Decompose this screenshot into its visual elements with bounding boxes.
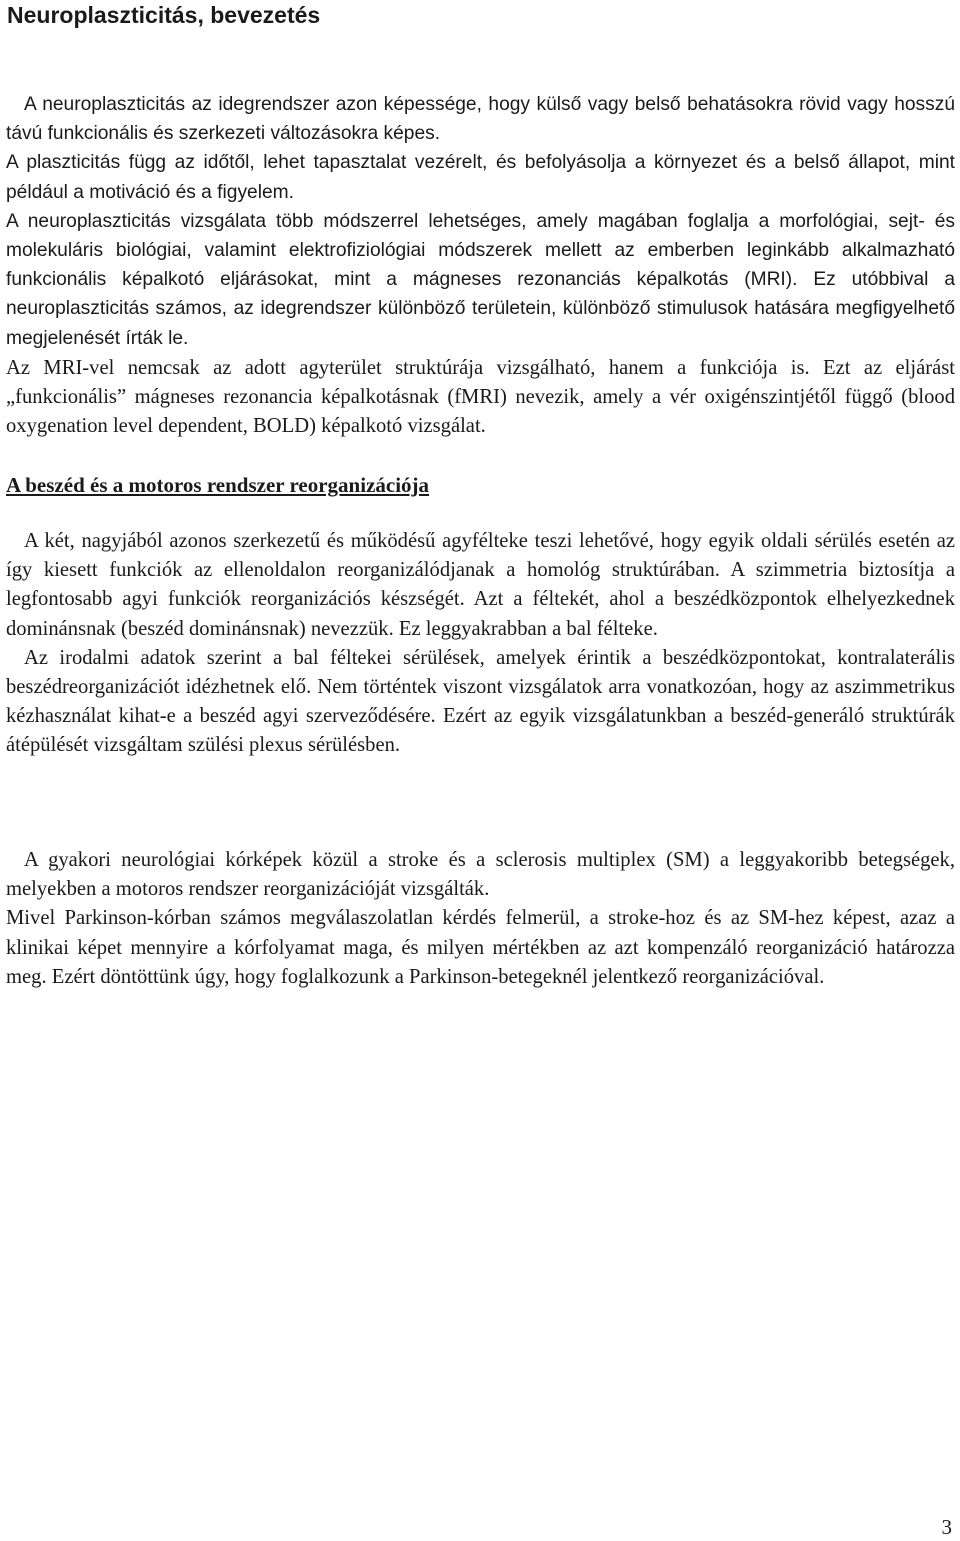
page-number: 3: [941, 1515, 952, 1539]
section-paragraph-literature: Az irodalmi adatok szerint a bal féltekei sérülések, amelyek érintik a beszédközpontokat, kontralaterális beszédreorganizációt idézhetnek elő. Nem történtek viszont vizsgálatok arra vonatkozóan, hogy az aszimmetrikus kézhasználat kihat-e a beszéd agyi szerveződésére. Ezért az egyik vizsgálatunkban a beszéd-generáló struktúrák átépülését vizsgáltam szülési plexus sérülésben.: [6, 646, 955, 757]
intro-paragraph-definition: A neuroplaszticitás az idegrendszer azon képessége, hogy külső vagy belső behatásokra rövid vagy hosszú távú funkcionális és szerkezeti változásokra képes.: [6, 94, 955, 145]
intro-paragraph-plasticity: A plaszticitás függ az időtől, lehet tapasztalat vezérelt, és befolyásolja a környezet és a belső állapot, mint például a motiváció és a figyelem.: [6, 152, 955, 203]
intro-paragraph-methods: A neuroplaszticitás vizsgálata több módszerrel lehetséges, amely magában foglalja a morfológiai, sejt- és molekuláris biológiai, valamint elektrofiziológiai módszerek mellett az emberben leginkább alkalmazható funkcionális képalkotó eljárásokat, mint a mágneses rezonanciás képalkotás (MRI). Ez utóbbival a neuroplaszticitás számos, az idegrendszer különböző területein, különböző stimulusok hatására megfigyelhető megjelenését írták le.: [6, 210, 955, 349]
section-block-2: [6, 846, 955, 992]
section-paragraph-parkinson: Mivel Parkinson-kórban számos megválaszolatlan kérdés felmerül, a stroke-hoz és az SM-hez képest, azaz a klinikai képet mennyire a kórfolyamat maga, és milyen mértékben az azt kompenzáló reorganizáció határozza meg. Ezért döntöttünk úgy, hogy foglalkozunk a Parkinson-betegeknél jelentkező reorganizációval.: [6, 907, 955, 988]
section-paragraph-stroke-ms: A gyakori neurológiai kórképek közül a stroke és a sclerosis multiplex (SM) a leggyakoribb betegségek, melyekben a motoros rendszer reorganizációját vizsgálták.: [6, 849, 955, 901]
page-title: Neuroplaszticitás, bevezetés: [7, 2, 321, 28]
fmri-block: [6, 354, 955, 442]
intro-paragraph-fmri: Az MRI-vel nemcsak az adott agyterület struktúrája vizsgálható, hanem a funkciója is. Ezt az eljárást „funkcionális” mágneses rezonancia képalkotásnak (fMRI) nevezik, amely a vér oxigénszintjétől függő (blood oxygenation level dependent, BOLD) képalkotó vizsgálat.: [6, 357, 955, 438]
section-heading: A beszéd és a motoros rendszer reorganizációja: [6, 473, 430, 497]
section-paragraph-hemispheres: A két, nagyjából azonos szerkezetű és működésű agyfélteke teszi lehetővé, hogy egyik oldali sérülés esetén az így kiesett funkciók az ellenoldalon reorganizálódjanak a homológ struktúrában. A szimmetria biztosítja a legfontosabb agyi funkciók reorganizációs készségét. Azt a féltekét, ahol a beszédközpontok elhelyezkednek dominánsnak (beszéd dominánsnak) nevezzük. Ez leggyakrabban a bal félteke.: [6, 530, 955, 640]
section-block-1: [6, 527, 955, 761]
intro-block: [6, 90, 955, 353]
